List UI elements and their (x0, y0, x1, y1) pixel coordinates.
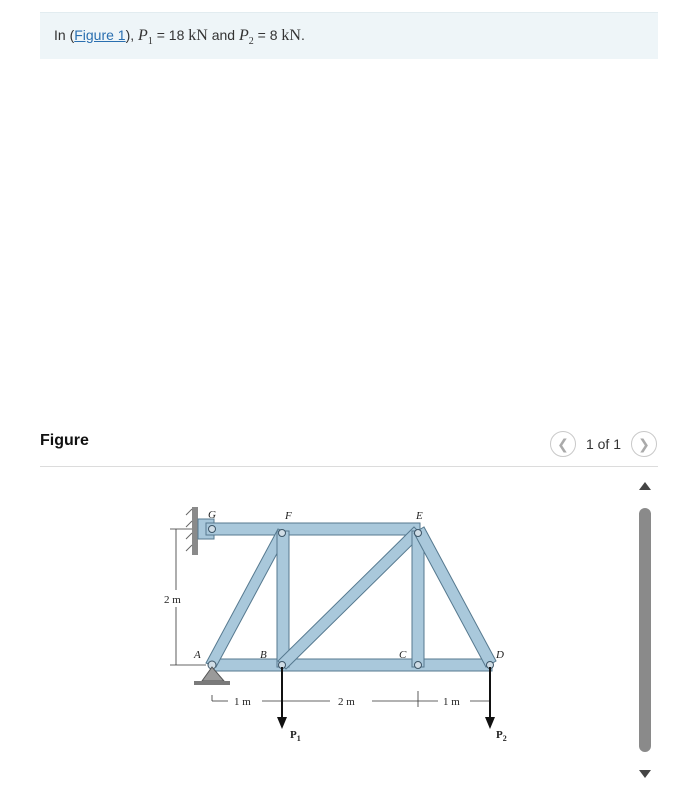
member-AF (206, 529, 288, 667)
member-BE (278, 527, 422, 669)
text-prefix: In ( (54, 27, 75, 43)
node-label-F: F (285, 510, 292, 522)
member-ED (414, 527, 496, 667)
member-FB (277, 531, 289, 667)
dimension-AB: 1 m (234, 696, 251, 708)
figure-pager (550, 431, 657, 457)
member-GE (206, 523, 420, 535)
dimension-BC: 2 m (338, 696, 355, 708)
truss-members (206, 523, 496, 671)
scroll-down-icon[interactable] (639, 770, 651, 778)
p1-unit: kN (188, 27, 208, 44)
p2-symbol: $P_2$ (238, 27, 254, 48)
figure-scrollbar[interactable] (636, 480, 654, 780)
p2-value: = 8 (253, 27, 282, 43)
wall-support (192, 507, 198, 555)
node-label-E: E (416, 510, 423, 522)
p1-symbol: $P_1$ (138, 27, 153, 48)
pin-E (415, 530, 422, 537)
chevron-right-icon[interactable]: ❯ (631, 431, 657, 457)
truss-diagram (150, 495, 530, 755)
p1-value: = 18 (152, 27, 189, 43)
figure-link[interactable]: Figure 1 (74, 27, 126, 43)
chevron-left-icon[interactable]: ❮ (550, 431, 576, 457)
node-label-G: G (208, 509, 216, 521)
text-end: . (300, 27, 305, 43)
figure-heading: Figure (40, 432, 89, 449)
scroll-thumb[interactable] (639, 508, 651, 752)
node-label-D: D (496, 649, 504, 661)
load-label-P2: $P_2$ (496, 729, 507, 743)
dimension-CD: 1 m (443, 696, 460, 708)
node-label-A: A (194, 649, 201, 661)
node-label-B: B (260, 649, 267, 661)
member-AD (212, 659, 492, 671)
text-after-link: ), (125, 27, 139, 43)
p2-unit: kN (281, 27, 301, 44)
problem-text (54, 27, 305, 47)
and-text: and (207, 27, 239, 43)
page-indicator: 1 of 1 (585, 436, 621, 452)
scroll-up-icon[interactable] (639, 482, 651, 490)
divider (40, 466, 658, 467)
pin-C (415, 662, 422, 669)
height-dimension: 2 m (164, 594, 181, 606)
pin-F (279, 530, 286, 537)
load-label-P1: $P_1$ (290, 729, 301, 743)
pin-G (209, 526, 216, 533)
node-label-C: C (399, 649, 407, 661)
member-EC (412, 531, 424, 667)
problem-statement (40, 12, 658, 59)
